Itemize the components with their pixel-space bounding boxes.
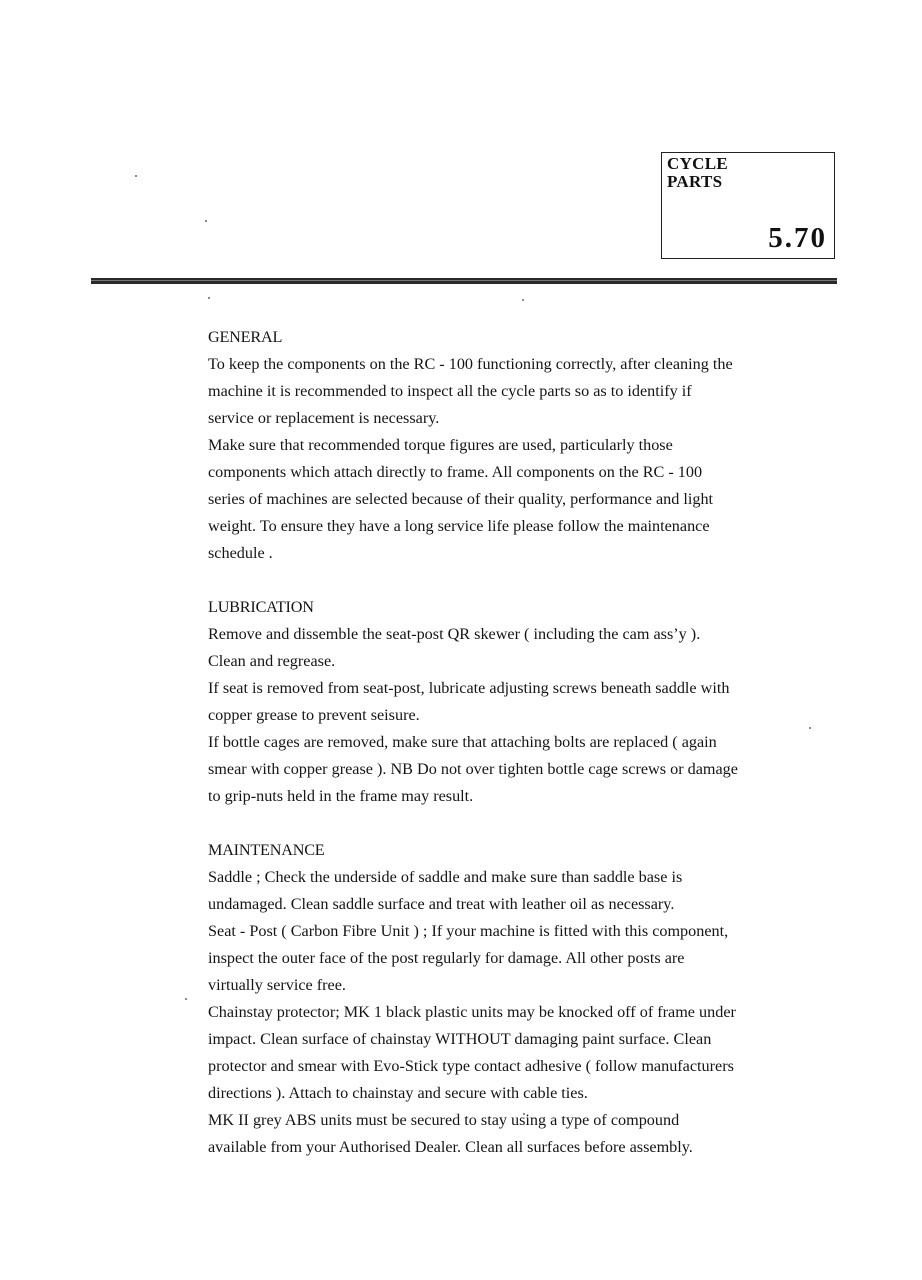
- section-title: [667, 155, 728, 191]
- scan-speck: [135, 175, 137, 177]
- section-title-line1: CYCLE: [667, 154, 729, 173]
- paragraph: Make sure that recommended torque figures are used, particularly those components which attach directly to frame. All components on the RC - 100 series of machines are selected because of their quality, performance and light weight. To ensure they have a long service life please follow the maintenance schedule .: [208, 436, 714, 562]
- section-header-box: [661, 152, 835, 259]
- paragraph: If seat is removed from seat-post, lubricate adjusting screws beneath saddle with copper grease to prevent seisure.: [208, 679, 730, 724]
- paragraph: If bottle cages are removed, make sure that attaching bolts are replaced ( again smear with copper grease ). NB Do not over tighten bottle cage screws or damage to grip-nuts held in the frame may result.: [208, 733, 738, 805]
- scan-speck: [208, 297, 210, 299]
- paragraph: To keep the components on the RC - 100 functioning correctly, after cleaning the machine it is recommended to inspect all the cycle parts so as to identify if service or replacement is necessary.: [208, 355, 733, 427]
- page-number: 5.70: [768, 222, 827, 254]
- scan-speck: [522, 299, 524, 301]
- scan-speck: [809, 727, 811, 729]
- section-heading: LUBRICATION: [208, 598, 314, 616]
- paragraph: Chainstay protector; MK 1 black plastic units may be knocked off of frame under impact. Clean surface of chainstay WITHOUT damaging paint surface. Clean protector and smear with Evo-Stick type contact adhesive ( follow manufacturers directions ). Attach to chainstay and secure with cable ties.: [208, 1003, 736, 1102]
- section-heading: GENERAL: [208, 328, 283, 346]
- section-lubrication: [208, 594, 738, 810]
- paragraph: Remove and dissemble the seat-post QR skewer ( including the cam ass’y ). Clean and regrease.: [208, 625, 701, 670]
- paragraph: Saddle ; Check the underside of saddle and make sure than saddle base is undamaged. Clean saddle surface and treat with leather oil as necessary.: [208, 868, 683, 913]
- scan-speck: [185, 998, 187, 1000]
- paragraph: Seat - Post ( Carbon Fibre Unit ) ; If your machine is fitted with this component, inspect the outer face of the post regularly for damage. All other posts are virtually service free.: [208, 922, 729, 994]
- paragraph: MK II grey ABS units must be secured to stay using a type of compound available from your Authorised Dealer. Clean all surfaces before assembly.: [208, 1111, 693, 1156]
- section-maintenance: [208, 837, 738, 1161]
- section-title-line2: PARTS: [667, 172, 723, 191]
- section-heading: MAINTENANCE: [208, 841, 325, 859]
- scan-speck: [205, 220, 207, 222]
- document-body: [208, 324, 738, 1188]
- section-general: [208, 324, 738, 567]
- header-rule: [91, 278, 837, 284]
